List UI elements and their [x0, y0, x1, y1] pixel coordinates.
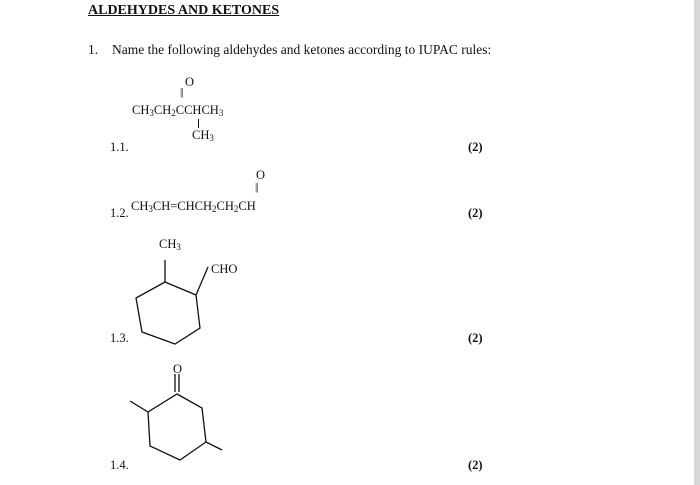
- carbonyl-oxygen-1-1: O: [185, 75, 195, 89]
- formula-1-2: $CH_3CH=CHCH_2CH_2CH$: [131, 199, 256, 214]
- item-number-1-2: 1.2.: [110, 206, 129, 220]
- item-number-1-1: 1.1.: [110, 140, 129, 154]
- question-text: Name the following aldehydes and ketones according to IUPAC rules:: [112, 42, 492, 57]
- double-bond-1-1: ||: [180, 86, 183, 98]
- item-marks-1-1: (2): [468, 140, 483, 154]
- item-number-1-4: 1.4.: [110, 458, 129, 472]
- double-bond-1-2: ||: [255, 181, 258, 193]
- cyclohexane-structure-1-3: [120, 240, 230, 350]
- document-title: ALDEHYDES AND KETONES: [88, 3, 280, 18]
- item-marks-1-4: (2): [468, 458, 483, 472]
- carbonyl-oxygen-1-2: O: [256, 168, 266, 182]
- carbonyl-oxygen-1-4: O: [173, 362, 183, 376]
- substituent-bond-1-1: [198, 119, 199, 128]
- substituent-1-1: $CH_3$: [192, 128, 214, 143]
- item-marks-1-2: (2): [468, 206, 483, 220]
- methyl-label-1-3: $CH_3$: [159, 237, 181, 252]
- question-number: 1.: [88, 42, 99, 57]
- aldehyde-label-1-3: CHO: [211, 262, 238, 276]
- cyclohexanone-structure-1-4: [130, 370, 230, 470]
- item-marks-1-3: (2): [468, 331, 483, 345]
- formula-1-1: $CH_3CH_2CCHCH_3$: [132, 103, 224, 118]
- item-number-1-3: 1.3.: [110, 331, 129, 345]
